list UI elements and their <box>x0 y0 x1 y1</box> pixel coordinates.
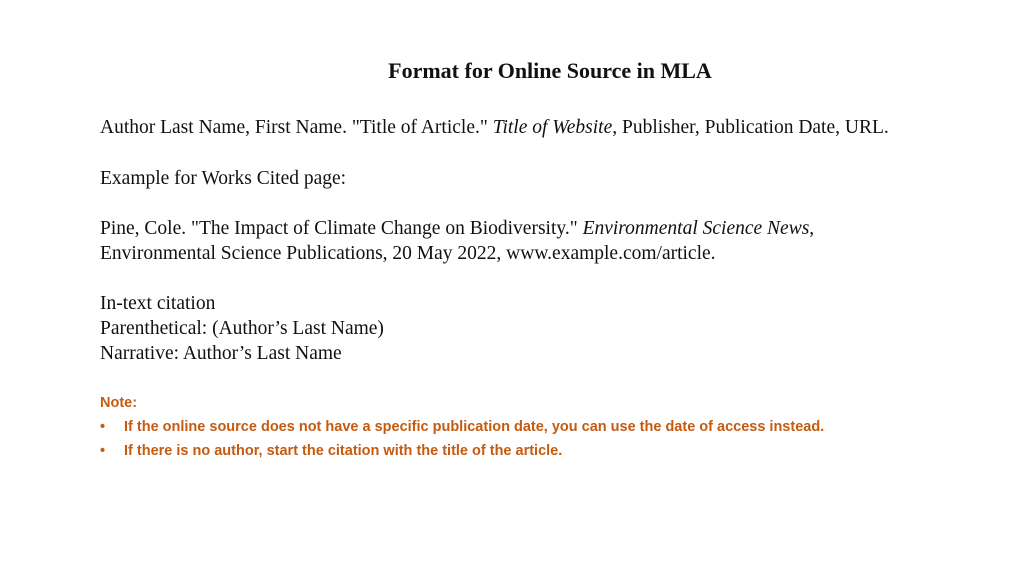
example-citation <box>100 216 814 266</box>
note-list <box>100 415 824 463</box>
example-line2: Environmental Science Publications, 20 May 2022, www.example.com/article. <box>100 243 716 264</box>
note-item <box>100 439 824 463</box>
in-text-section <box>100 291 384 366</box>
format-text: Author Last Name, First Name. "Title of Article." <box>100 117 493 138</box>
parenthetical-line: Parenthetical: (Author’s Last Name) <box>100 318 384 339</box>
example-website-italic: Environmental Science News <box>582 218 810 239</box>
slide-title: Format for Online Source in MLA <box>388 58 712 83</box>
format-text-end: , Publisher, Publication Date, URL. <box>612 117 889 138</box>
note-section <box>100 391 824 463</box>
narrative-line: Narrative: Author’s Last Name <box>100 343 342 364</box>
note-item-text: If there is no author, start the citation with the title of the article. <box>124 443 563 459</box>
format-line <box>100 115 889 140</box>
bullet-icon: • <box>100 443 106 459</box>
example-comma: , <box>809 218 815 239</box>
in-text-heading: In-text citation <box>100 293 216 314</box>
note-label: Note: <box>100 395 138 411</box>
example-label: Example for Works Cited page: <box>100 168 347 189</box>
bullet-icon: • <box>100 419 106 435</box>
example-text: Pine, Cole. "The Impact of Climate Change on Biodiversity." <box>100 218 583 239</box>
note-item <box>100 415 824 439</box>
format-website-italic: Title of Website <box>492 117 613 138</box>
note-item-text: If the online source does not have a specific publication date, you can use the date of access instead. <box>124 419 825 435</box>
